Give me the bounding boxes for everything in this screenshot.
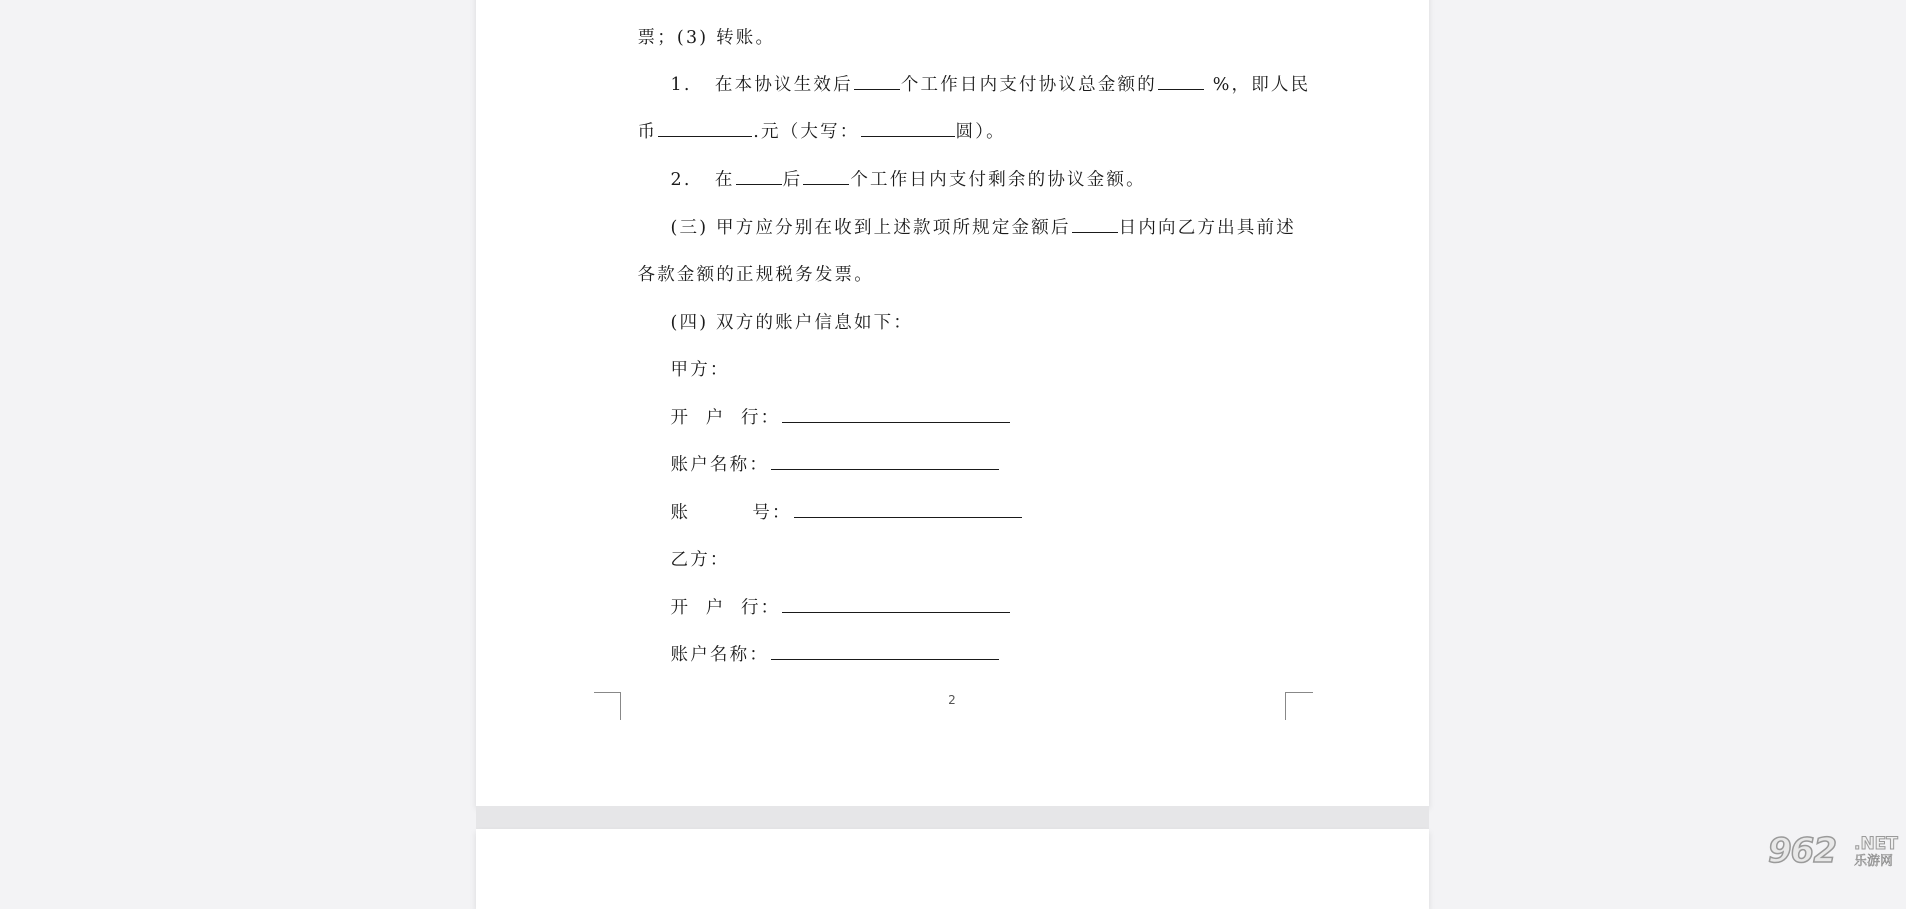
watermark-sub: 乐游网 — [1854, 854, 1894, 869]
party-a-name-row: 账户名称： — [655, 435, 999, 475]
payment-method-line: 票；(3) 转账。 — [637, 28, 776, 48]
blank-condition[interactable] — [736, 170, 782, 185]
blank-amount[interactable] — [658, 122, 752, 137]
party-a-bank-field[interactable] — [782, 408, 1010, 423]
blank-amount-words[interactable] — [861, 122, 955, 137]
blank-workdays[interactable] — [854, 75, 900, 90]
party-a-number-row: 账 号： — [655, 483, 1022, 523]
invoice-clause-line-2: 各款金额的正规税务发票。 — [637, 265, 874, 285]
blank-workdays-2[interactable] — [803, 170, 849, 185]
clause-1-line-2: 币 .元（大写： 圆）。 — [637, 122, 1006, 142]
site-watermark — [1768, 833, 1902, 875]
watermark-logo: 962 — [1768, 831, 1836, 871]
page-number: 2 — [948, 693, 956, 707]
party-b-bank-field[interactable] — [782, 598, 1010, 613]
party-b-bank-row: 开 户 行： — [655, 578, 1010, 618]
party-a-number-field[interactable] — [794, 503, 1022, 518]
blank-percent[interactable] — [1158, 75, 1204, 90]
party-a-name-field[interactable] — [771, 455, 999, 470]
invoice-clause-line-1: (三) 甲方应分别在收到上述款项所规定金额后 日内向乙方出具前述 — [670, 218, 1296, 238]
crop-mark-left — [594, 692, 621, 720]
watermark-net: .NET — [1854, 834, 1898, 854]
party-a-bank-row: 开 户 行： — [655, 388, 1010, 428]
account-info-heading: (四) 双方的账户信息如下： — [670, 313, 914, 333]
crop-mark-right — [1285, 692, 1313, 720]
party-b-name-row: 账户名称： — [655, 625, 999, 665]
document-page-next — [476, 829, 1429, 909]
blank-invoice-days[interactable] — [1072, 218, 1118, 233]
party-a-label: 甲方： — [670, 360, 730, 380]
page-separator — [476, 806, 1429, 829]
clause-1-line-1: 1. 在本协议生效后 个工作日内支付协议总金额的 %，即人民 — [670, 75, 1311, 95]
party-b-label: 乙方： — [670, 550, 730, 570]
clause-2-line: 2. 在 后 个工作日内支付剩余的协议金额。 — [670, 170, 1146, 190]
party-b-name-field[interactable] — [771, 645, 999, 660]
